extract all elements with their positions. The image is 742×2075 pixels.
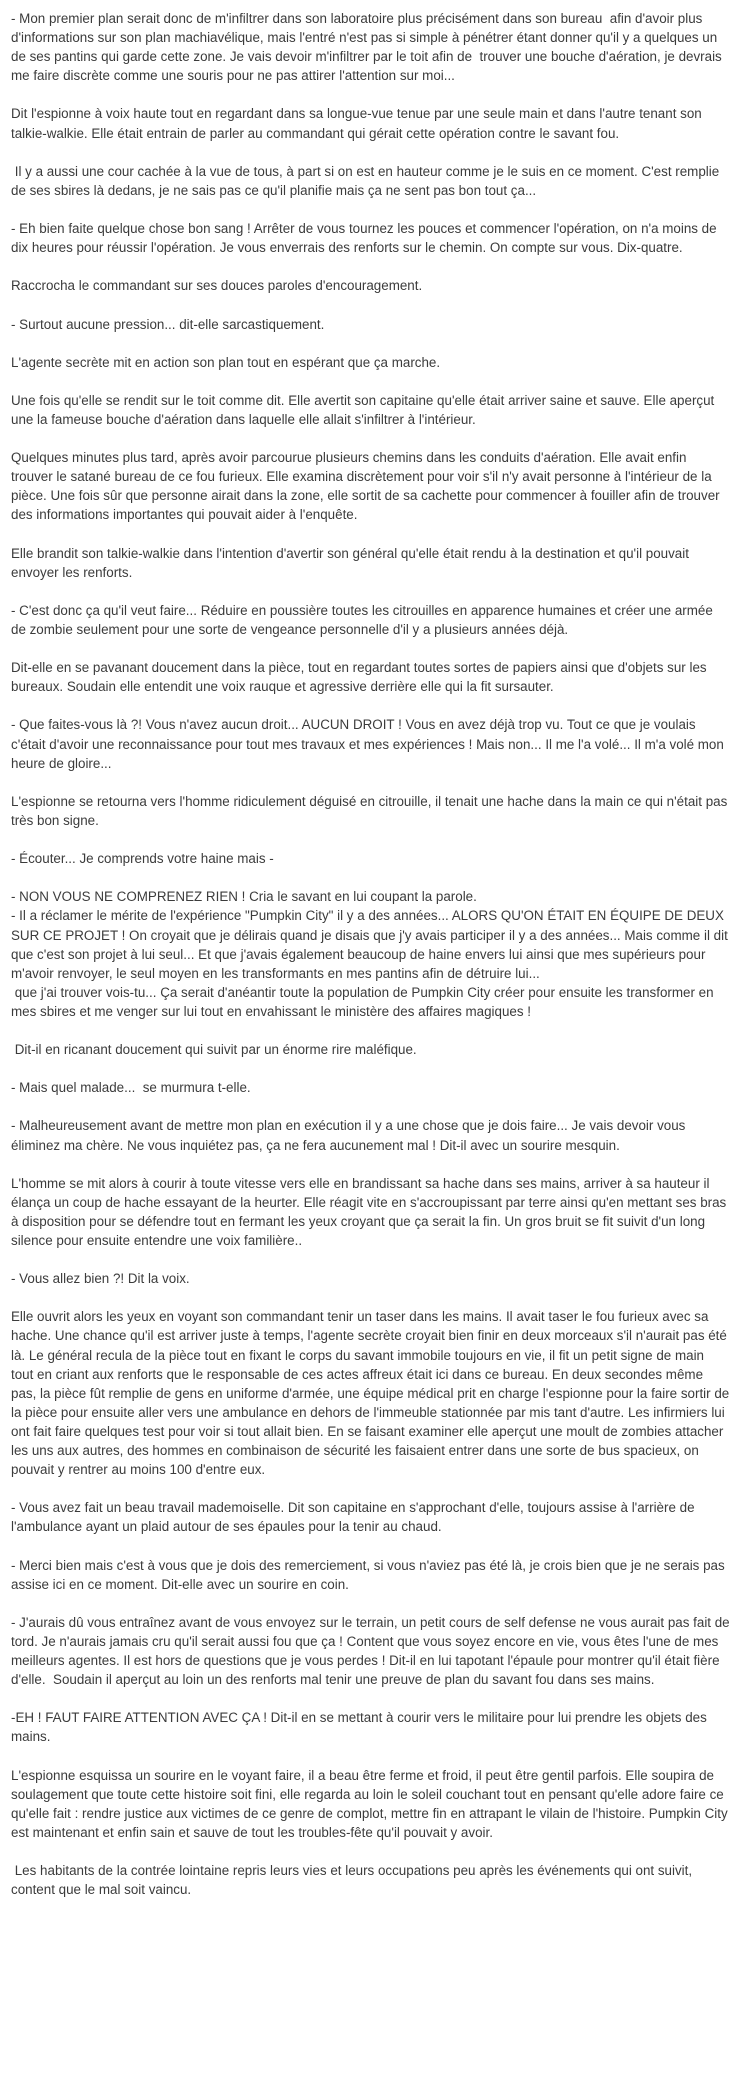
story-paragraph: - Que faites-vous là ?! Vous n'avez aucun droit... AUCUN DROIT ! Vous en avez déjà trop vu. Tout ce que je voulais c'était d'avoir une reconnaissance pour tout mes travaux et mes expériences ! Mais non... Il me l'a volé... Il m'a volé mon heure de gloire... <box>11 717 728 771</box>
story-paragraph: Raccrocha le commandant sur ses douces paroles d'encouragement. <box>11 278 423 294</box>
story-paragraph: Quelques minutes plus tard, après avoir parcourue plusieurs chemins dans les conduits d'aération. Elle avait enfin trouver le satané bureau de ce fou furieux. Elle examina discrètement pour voir s'il n'y avait personne à l'intérieur de la pièce. Une fois sûr que personne airait dans la zone, elle sortit de sa cachette pour commencer à fouiller afin de trouver des informations importantes qui pouvait aider à l'enquête. <box>11 450 724 523</box>
story-paragraph: Une fois qu'elle se rendit sur le toit comme dit. Elle avertit son capitaine qu'elle était arriver saine et sauve. Elle aperçut une la fameuse bouche d'aération dans laquelle elle allait s'infiltrer à l'intérieur. <box>11 392 719 427</box>
story-paragraph: - Vous allez bien ?! Dit la voix. <box>11 1271 190 1287</box>
story-paragraph: - Merci bien mais c'est à vous que je dois des remerciement, si vous n'aviez pas été là, je crois bien que je ne serais pas assise ici en ce moment. Dit-elle avec un sourire en coin. <box>11 1557 729 1592</box>
story-paragraph: Dit l'espionne à voix haute tout en regardant dans sa longue-vue tenue par une seule main et dans l'autre tenant son talkie-walkie. Elle était entrain de parler au commandant qui gérait cette opération contre le savant fou. <box>11 106 706 141</box>
story-paragraph: - C'est donc ça qu'il veut faire... Réduire en poussière toutes les citrouilles en apparence humaines et créer une armée de zombie seulement pour une sorte de vengeance personnelle d'il y a plusieurs années déjà. <box>11 602 717 637</box>
story-paragraph: - Mais quel malade... se murmura t-elle. <box>11 1080 251 1096</box>
story-paragraph: L'agente secrète mit en action son plan tout en espérant que ça marche. <box>11 354 441 370</box>
story-paragraph: - Écouter... Je comprends votre haine mais - <box>11 851 274 867</box>
story-paragraph: - Surtout aucune pression... dit-elle sarcastiquement. <box>11 316 325 332</box>
story-paragraph: - NON VOUS NE COMPRENEZ RIEN ! Cria le savant en lui coupant la parole. - Il a réclamer le mérite de l'expérience "Pumpkin City" il y a des années... ALORS QU'ON ÉTAIT EN ÉQUIPE DE DEUX SUR CE PROJET ! On croyait que je délirais quand je disais que j'y avais participer il y a des années... Mais comme il dit que c'est son projet à lui seul... Et que j'avais également beaucoup de haine envers lui ainsi que mes supérieurs pour m'avoir renvoyer, le seul moyen en les transformants en mes pantins afin de détruire lui... que j'ai trouver vois-tu... Ça serait d'anéantir toute la population de Pumpkin City créer pour ensuite les transformer en mes sbires et me venger sur lui tout en envahissant le ministère des affaires magiques ! <box>11 889 728 1019</box>
story-paragraph: Il y a aussi une cour cachée à la vue de tous, à part si on est en hauteur comme je le suis en ce moment. C'est remplie de ses sbires là dedans, je ne sais pas ce qu'il planifie mais ça ne sent pas bon tout ça... <box>11 163 723 198</box>
story-paragraph: Les habitants de la contrée lointaine repris leurs vies et leurs occupations peu après les événements qui ont suivit, content que le mal soit vaincu. <box>11 1863 696 1898</box>
story-paragraph: -EH ! FAUT FAIRE ATTENTION AVEC ÇA ! Dit-il en se mettant à courir vers le militaire pour lui prendre les objets des mains. <box>11 1710 711 1745</box>
story-paragraph: Elle ouvrit alors les yeux en voyant son commandant tenir un taser dans les mains. Il avait taser le fou furieux avec sa hache. Une chance qu'il est arriver juste à temps, l'agente secrète croyait bien finir en deux morceaux s'il n'aurait pas été là. Le général recula de la pièce tout en fixant le corps du savant immobile toujours en vie, il fit un petit signe de main tout en criant aux renforts que le responsable de ces actes affreux était ici dans ce bureau. En deux secondes même pas, la pièce fût remplie de gens en uniforme d'armée, une équipe médical prit en charge l'espionne pour la faire sortir de la pièce pour ensuite aller vers une ambulance en dehors de l'immeuble stationnée par mis tant d'autre. Les infirmiers lui ont fait faire quelques test pour voir si tout allait bien. En se faisant examiner elle aperçut une moult de zombies attacher les uns aux autres, des hommes en combinaison de sécurité les faisaient entrer dans une sorte de bus spacieux, on pouvait y rentrer au moins 100 d'entre eux. <box>11 1309 733 1478</box>
story-paragraph: Dit-il en ricanant doucement qui suivit par un énorme rire maléfique. <box>11 1042 417 1058</box>
story-paragraph: - J'aurais dû vous entraînez avant de vous envoyez sur le terrain, un petit cours de self defense ne vous aurait pas fait de tord. Je n'aurais jamais cru qu'il serait aussi fou que ça ! Content que vous soyez encore en vie, vous êtes l'une de mes meilleurs agentes. Il est hors de questions que je vous perdes ! Dit-il en lui tapotant l'épaule pour montrer qu'il était fière d'elle. Soudain il aperçut au loin un des renforts mal tenir une preuve de plan du savant fou dans ses mains. <box>11 1614 734 1688</box>
story-paragraph: L'espionne esquissa un sourire en le voyant faire, il a beau être ferme et froid, il peut être gentil parfois. Elle soupira de soulagement que toute cette histoire soit fini, elle regarda au loin le soleil couchant tout en pensant qu'elle adore faire ce qu'elle fait : rendre justice aux victimes de ce genre de complot, mettre fin en attrapant le vilain de l'histoire. Pumpkin City est maintenant et enfin sain et sauve de tout les troubles-fête qu'il pouvait y avoir. <box>11 1767 732 1840</box>
story-paragraph: L'homme se mit alors à courir à toute vitesse vers elle en brandissant sa hache dans ses mains, arriver à sa hauteur il élança un coup de hache essayant de la heurter. Elle réagit vite en s'accroupissant par terre ainsi qu'en mettant ses bras à disposition pour se défendre tout en fermant les yeux croyant que ça serait la fin. Un gros bruit se fit suivit d'un long silence pour ensuite entendre une voix familière.. <box>11 1175 730 1248</box>
story-paragraph: L'espionne se retourna vers l'homme ridiculement déguisé en citrouille, il tenait une hache dans la main ce qui n'était pas très bon signe. <box>11 793 732 828</box>
story-paragraph: - Malheureusement avant de mettre mon plan en exécution il y a une chose que je dois faire... Je vais devoir vous éliminez ma chère. Ne vous inquiétez pas, ça ne fera aucunement mal ! Dit-il avec un sourire mesquin. <box>11 1118 690 1153</box>
story-paragraph: Dit-elle en se pavanant doucement dans la pièce, tout en regardant toutes sortes de papiers ainsi que d'objets sur les bureaux. Soudain elle entendit une voix rauque et agressive derrière elle qui la fit sursauter. <box>11 660 711 695</box>
story-paragraph: Elle brandit son talkie-walkie dans l'intention d'avertir son général qu'elle était rendu à la destination et qu'il pouvait envoyer les renforts. <box>11 545 693 580</box>
story-paragraph: - Mon premier plan serait donc de m'infiltrer dans son laboratoire plus précisément dans son bureau afin d'avoir plus d'informations sur son plan machiavélique, mais l'entré n'est pas si simple à pénétrer étant donner qu'il y a quelques un de ses pantins qui garde cette zone. Je vais devoir m'infiltrer par le toit afin de trouver une bouche d'aération, je devrais me faire discrète comme une souris pour ne pas attirer l'attention sur moi... <box>11 11 726 84</box>
story-paragraph: - Eh bien faite quelque chose bon sang ! Arrêter de vous tournez les pouces et commencer l'opération, on n'a moins de dix heures pour réussir l'opération. Je vous enverrais des renforts sur le chemin. On compte sur vous. Dix-quatre. <box>11 221 721 256</box>
story-paragraph: - Vous avez fait un beau travail mademoiselle. Dit son capitaine en s'approchant d'elle, toujours assise à l'arrière de l'ambulance ayant un plaid autour de ses épaules pour la tenir au chaud. <box>11 1500 699 1535</box>
